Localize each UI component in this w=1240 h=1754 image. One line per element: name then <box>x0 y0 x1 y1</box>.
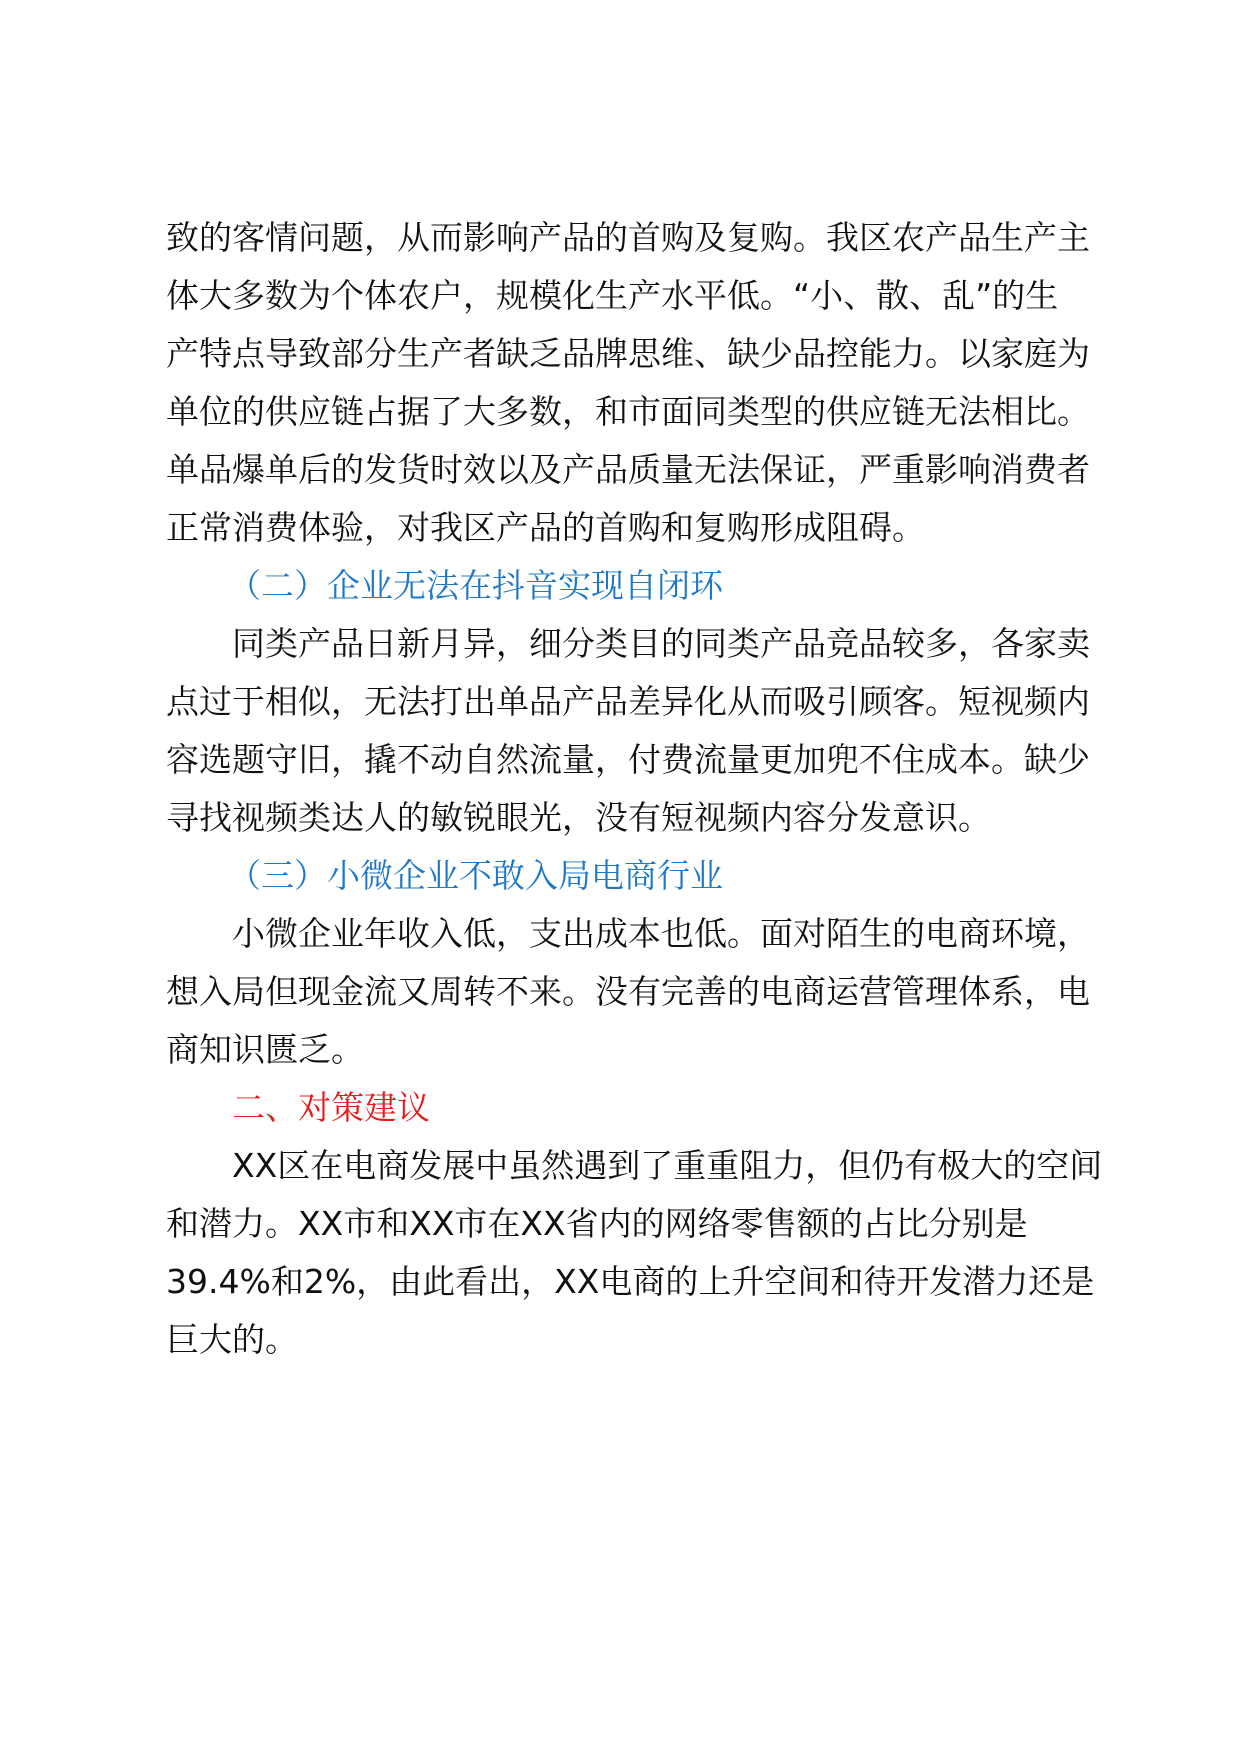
paragraph-line: 想入局但现金流又周转不来。没有完善的电商运营管理体系，电 <box>166 972 1090 1011</box>
paragraph-line: 点过于相似，无法打出单品产品差异化从而吸引顾客。短视频内 <box>166 682 1090 721</box>
paragraph-line: 商知识匮乏。 <box>166 1030 364 1069</box>
paragraph-line: XX区在电商发展中虽然遇到了重重阻力，但仍有极大的空间 <box>232 1146 1103 1185</box>
paragraph-line: 39.4%和2%，由此看出，XX电商的上升空间和待开发潜力还是 <box>166 1262 1095 1301</box>
paragraph-line: 小微企业年收入低，支出成本也低。面对陌生的电商环境， <box>232 914 1090 953</box>
subheading-2: （二）企业无法在抖音实现自闭环 <box>228 566 723 605</box>
section-heading: 二、对策建议 <box>232 1088 430 1127</box>
paragraph-line: 同类产品日新月异，细分类目的同类产品竞品较多，各家卖 <box>232 624 1090 663</box>
subheading-3: （三）小微企业不敢入局电商行业 <box>228 856 723 895</box>
paragraph-line: 致的客情问题，从而影响产品的首购及复购。我区农产品生产主 <box>166 218 1090 257</box>
paragraph-line: 单品爆单后的发货时效以及产品质量无法保证，严重影响消费者 <box>166 450 1090 489</box>
paragraph-line: 单位的供应链占据了大多数，和市面同类型的供应链无法相比。 <box>166 392 1090 431</box>
paragraph-line: 产特点导致部分生产者缺乏品牌思维、缺少品控能力。以家庭为 <box>166 334 1090 373</box>
paragraph-line: 寻找视频类达人的敏锐眼光，没有短视频内容分发意识。 <box>166 798 991 837</box>
paragraph-line: 和潜力。XX市和XX市在XX省内的网络零售额的占比分别是 <box>166 1204 1028 1243</box>
paragraph-line: 巨大的。 <box>166 1320 298 1359</box>
paragraph-line: 容选题守旧，撬不动自然流量，付费流量更加兜不住成本。缺少 <box>166 740 1090 779</box>
paragraph-line: 正常消费体验，对我区产品的首购和复购形成阻碍。 <box>166 508 925 547</box>
paragraph-line: 体大多数为个体农户，规模化生产水平低。“小、散、乱”的生 <box>166 276 1059 315</box>
